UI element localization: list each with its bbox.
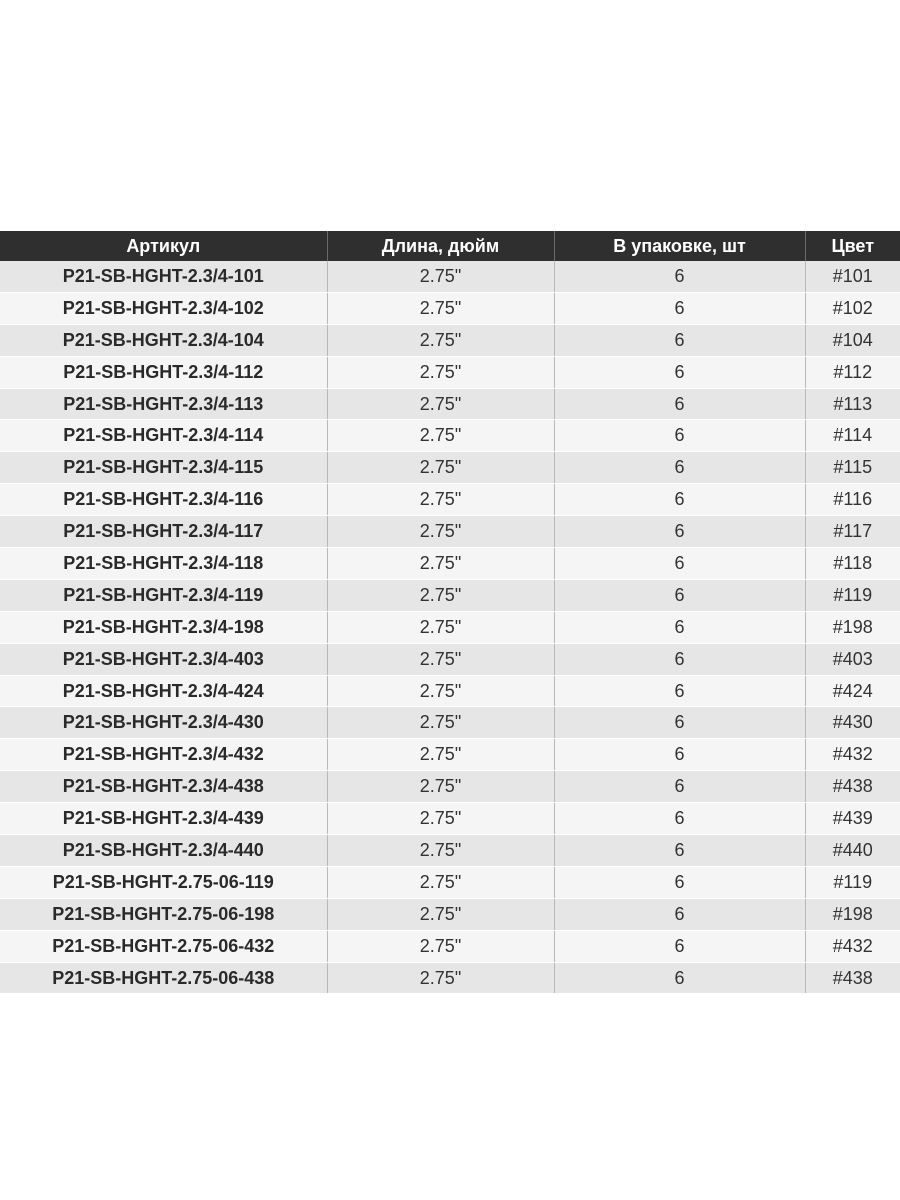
color-cell: #101 xyxy=(805,261,900,292)
table-row xyxy=(0,707,900,739)
sku-cell: P21-SB-HGHT-2.75-06-432 xyxy=(0,930,327,962)
table-row xyxy=(0,643,900,675)
sku-cell: P21-SB-HGHT-2.75-06-198 xyxy=(0,898,327,930)
sku-cell: P21-SB-HGHT-2.3/4-119 xyxy=(0,579,327,611)
table-row xyxy=(0,484,900,516)
table-row xyxy=(0,866,900,898)
length-cell: 2.75" xyxy=(327,548,554,580)
length-cell: 2.75" xyxy=(327,675,554,707)
color-cell: #430 xyxy=(805,707,900,739)
length-cell: 2.75" xyxy=(327,292,554,324)
sku-cell: P21-SB-HGHT-2.3/4-198 xyxy=(0,611,327,643)
table-row xyxy=(0,675,900,707)
table-row xyxy=(0,739,900,771)
sku-cell: P21-SB-HGHT-2.3/4-101 xyxy=(0,261,327,292)
pack-quantity-cell: 6 xyxy=(554,484,805,516)
table-row xyxy=(0,771,900,803)
pack-quantity-cell: 6 xyxy=(554,356,805,388)
color-cell: #104 xyxy=(805,324,900,356)
color-cell: #403 xyxy=(805,643,900,675)
pack-quantity-cell: 6 xyxy=(554,643,805,675)
length-cell: 2.75" xyxy=(327,771,554,803)
length-cell: 2.75" xyxy=(327,707,554,739)
pack-quantity-cell: 6 xyxy=(554,803,805,835)
color-cell: #440 xyxy=(805,835,900,867)
sku-cell: P21-SB-HGHT-2.3/4-102 xyxy=(0,292,327,324)
table-header xyxy=(0,231,900,261)
sku-cell: P21-SB-HGHT-2.3/4-432 xyxy=(0,739,327,771)
table-row xyxy=(0,420,900,452)
table-row xyxy=(0,388,900,420)
color-cell: #119 xyxy=(805,866,900,898)
color-cell: #198 xyxy=(805,898,900,930)
pack-quantity-cell: 6 xyxy=(554,516,805,548)
table-row xyxy=(0,548,900,580)
table-row xyxy=(0,930,900,962)
sku-cell: P21-SB-HGHT-2.3/4-113 xyxy=(0,388,327,420)
product-table-container xyxy=(0,231,900,994)
length-cell: 2.75" xyxy=(327,579,554,611)
sku-cell: P21-SB-HGHT-2.3/4-439 xyxy=(0,803,327,835)
length-cell: 2.75" xyxy=(327,739,554,771)
table-row xyxy=(0,324,900,356)
length-cell: 2.75" xyxy=(327,866,554,898)
color-cell: #198 xyxy=(805,611,900,643)
color-cell: #114 xyxy=(805,420,900,452)
pack-quantity-cell: 6 xyxy=(554,707,805,739)
header-length: Длина, дюйм xyxy=(327,231,554,261)
pack-quantity-cell: 6 xyxy=(554,898,805,930)
length-cell: 2.75" xyxy=(327,388,554,420)
table-row xyxy=(0,261,900,292)
pack-quantity-cell: 6 xyxy=(554,675,805,707)
table-row xyxy=(0,962,900,994)
header-row xyxy=(0,231,900,261)
sku-cell: P21-SB-HGHT-2.3/4-112 xyxy=(0,356,327,388)
length-cell: 2.75" xyxy=(327,611,554,643)
sku-cell: P21-SB-HGHT-2.75-06-119 xyxy=(0,866,327,898)
color-cell: #113 xyxy=(805,388,900,420)
table-row xyxy=(0,452,900,484)
header-pack-quantity: В упаковке, шт xyxy=(554,231,805,261)
color-cell: #438 xyxy=(805,962,900,994)
table-row xyxy=(0,898,900,930)
length-cell: 2.75" xyxy=(327,643,554,675)
length-cell: 2.75" xyxy=(327,930,554,962)
length-cell: 2.75" xyxy=(327,835,554,867)
table-body xyxy=(0,261,900,994)
sku-cell: P21-SB-HGHT-2.3/4-403 xyxy=(0,643,327,675)
length-cell: 2.75" xyxy=(327,261,554,292)
length-cell: 2.75" xyxy=(327,324,554,356)
pack-quantity-cell: 6 xyxy=(554,261,805,292)
color-cell: #424 xyxy=(805,675,900,707)
pack-quantity-cell: 6 xyxy=(554,548,805,580)
sku-cell: P21-SB-HGHT-2.75-06-438 xyxy=(0,962,327,994)
pack-quantity-cell: 6 xyxy=(554,866,805,898)
pack-quantity-cell: 6 xyxy=(554,771,805,803)
pack-quantity-cell: 6 xyxy=(554,324,805,356)
length-cell: 2.75" xyxy=(327,484,554,516)
length-cell: 2.75" xyxy=(327,356,554,388)
pack-quantity-cell: 6 xyxy=(554,739,805,771)
table-row xyxy=(0,579,900,611)
sku-cell: P21-SB-HGHT-2.3/4-115 xyxy=(0,452,327,484)
color-cell: #115 xyxy=(805,452,900,484)
color-cell: #116 xyxy=(805,484,900,516)
color-cell: #439 xyxy=(805,803,900,835)
color-cell: #438 xyxy=(805,771,900,803)
table-row xyxy=(0,611,900,643)
sku-cell: P21-SB-HGHT-2.3/4-430 xyxy=(0,707,327,739)
table-row xyxy=(0,803,900,835)
table-row xyxy=(0,356,900,388)
sku-cell: P21-SB-HGHT-2.3/4-440 xyxy=(0,835,327,867)
sku-cell: P21-SB-HGHT-2.3/4-104 xyxy=(0,324,327,356)
color-cell: #432 xyxy=(805,739,900,771)
pack-quantity-cell: 6 xyxy=(554,579,805,611)
pack-quantity-cell: 6 xyxy=(554,835,805,867)
pack-quantity-cell: 6 xyxy=(554,611,805,643)
sku-cell: P21-SB-HGHT-2.3/4-118 xyxy=(0,548,327,580)
table-row xyxy=(0,292,900,324)
length-cell: 2.75" xyxy=(327,803,554,835)
pack-quantity-cell: 6 xyxy=(554,292,805,324)
length-cell: 2.75" xyxy=(327,420,554,452)
color-cell: #432 xyxy=(805,930,900,962)
table-row xyxy=(0,835,900,867)
sku-cell: P21-SB-HGHT-2.3/4-114 xyxy=(0,420,327,452)
color-cell: #119 xyxy=(805,579,900,611)
color-cell: #102 xyxy=(805,292,900,324)
header-sku: Артикул xyxy=(0,231,327,261)
length-cell: 2.75" xyxy=(327,516,554,548)
sku-cell: P21-SB-HGHT-2.3/4-116 xyxy=(0,484,327,516)
pack-quantity-cell: 6 xyxy=(554,420,805,452)
sku-cell: P21-SB-HGHT-2.3/4-438 xyxy=(0,771,327,803)
color-cell: #118 xyxy=(805,548,900,580)
length-cell: 2.75" xyxy=(327,452,554,484)
pack-quantity-cell: 6 xyxy=(554,930,805,962)
color-cell: #112 xyxy=(805,356,900,388)
sku-cell: P21-SB-HGHT-2.3/4-424 xyxy=(0,675,327,707)
color-cell: #117 xyxy=(805,516,900,548)
table-row xyxy=(0,516,900,548)
length-cell: 2.75" xyxy=(327,898,554,930)
sku-cell: P21-SB-HGHT-2.3/4-117 xyxy=(0,516,327,548)
pack-quantity-cell: 6 xyxy=(554,452,805,484)
header-color: Цвет xyxy=(805,231,900,261)
pack-quantity-cell: 6 xyxy=(554,962,805,994)
length-cell: 2.75" xyxy=(327,962,554,994)
pack-quantity-cell: 6 xyxy=(554,388,805,420)
product-table xyxy=(0,231,900,994)
